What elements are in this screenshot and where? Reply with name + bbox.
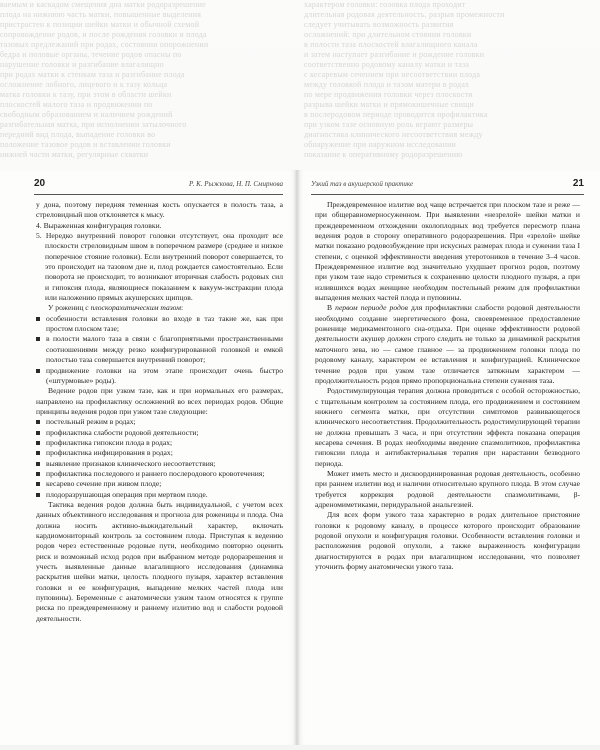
bleed-line: и затем наступает разгибание и рождение головки	[304, 50, 485, 59]
paragraph-lead: В	[327, 303, 336, 313]
bleed-line: между головкой плода и тазом матери в родах	[304, 80, 470, 89]
bullet-item	[36, 459, 283, 469]
paragraph-rest: для профилактики слабости родовой деятельности необходимо создание энергетического фона, своевременное предоставление роженице медикаментозного сна-отдыха. При оценке эффективности родовой деятельности акушер должен строго следить не только за динамикой раскрытия маточного зева, но — самое главное — за продвижением головки плода по родовому каналу, характером ее вставления и конфигурацией. Клиническое течение родов при узком тазе отличается затяжным характером — продолжительность родов прямо пропорциональна степени сужения таза.	[315, 303, 581, 385]
bullet-square-icon	[36, 431, 40, 435]
bleed-line: в послеродовом периоде проводится профилактика	[304, 110, 488, 119]
running-header: Р. К. Рыжкова, Н. П. Смирнова	[189, 180, 283, 188]
bullet-text: продвижение головки на этом этапе происходит очень быстро («штурмовые» роды).	[46, 365, 283, 385]
bleed-line: показание к оперативному родоразрешению	[304, 150, 463, 159]
bullet-square-icon	[36, 451, 40, 455]
bullet-square-icon	[36, 462, 40, 466]
bleed-line: бедра и половые органы, течение родов опасны по	[0, 50, 182, 59]
bullet-square-icon	[36, 337, 40, 341]
bullet-item	[36, 314, 283, 335]
paragraph: Может иметь место и дискоординированная родовая деятельность, особенно при раннем излитии вод и наличии относительно крупного плода. В этом случае требуется коррекция родовой деятельности спазмолитиками, β-адреномиметиками, перидуральной анальгезией.	[315, 468, 580, 509]
paragraph-lead: У рожениц с	[48, 303, 91, 313]
bullet-item	[36, 417, 283, 427]
page-number: 21	[572, 178, 584, 189]
bleed-through-text-right	[304, 0, 600, 175]
bleed-through-text-left	[0, 0, 296, 175]
numbered-item: 4. Выраженная конфигурация головки.	[36, 220, 162, 230]
bleed-line: при родах матки к стенкам таза и разгибание плода	[0, 70, 185, 79]
bleed-line: матка головки к тазу, при этом в области шейки	[0, 90, 172, 99]
bleed-line: осложнений: при длительном стоянии головки	[304, 30, 472, 39]
paragraph: Ведение родов при узком тазе, как и при нормальных его размерах, направлено на профилактику осложнений во всех периодах родов. Общие принципы ведения родов при узком тазе следующие:	[36, 386, 283, 416]
bullet-item	[36, 469, 283, 479]
bullet-text: профилактика инфицирования в родах;	[46, 448, 173, 458]
numbered-item: 5. Нередко внутренний поворот головки отсутствует, она проходит все плоскости стреловидным швом в поперечном размере (среднее и низкое поперечное стояние головки). Если внутренний поворот совершается, то это происходит на тазовом дне и, плод рождается самостоятельно. Если поворота не происходит, то возникают вторичная слабость родовых сил и гипоксия плода, являющиеся показанием к вакуум-экстракции плода или наложению прямых акушерских щипцов.	[36, 231, 283, 303]
paragraph: у дона, поэтому передняя теменная кость опускается в полость таза, а стреловидный шов отклоняется к мысу.	[36, 200, 283, 220]
bleed-line: при узком тазе основную роль играют размеры	[304, 120, 474, 129]
left-page-header	[34, 178, 283, 195]
bullet-text: профилактика гипоксии плода в родах;	[46, 437, 173, 447]
paragraph	[36, 303, 283, 313]
bullet-text: профилактика последового и раннего послеродового кровотечения;	[46, 468, 265, 478]
bleed-line: передний вид плода, выпадение головки во	[0, 130, 156, 139]
bleed-line: следует учитывать возможность развития	[304, 20, 454, 29]
bleed-line: в полости таза плоскостей влагалищного канала	[304, 40, 478, 49]
bleed-line: длительная родовая деятельность, разрыв промежности	[304, 10, 505, 19]
emphasized-term: первом периоде родов	[335, 303, 408, 313]
paragraph: Родостимулирующая терапия должна проводиться с особой осторожностью, с тщательным контролем за состоянием плода, его продвижением и состоянием нижнего сегмента матки, при отсутствии симптомов развивающегося клинического несоответствия. Продолжительность родостимулирующей терапии не должна превышать 3 часа, и при отсутствии эффекта показана операция кесарева сечения. В родах необходимы введение спазмолитиков, профилактика гипоксии плода и антибактериальная терапия при нарастании безводного периода.	[315, 386, 580, 468]
bullet-square-icon	[36, 369, 40, 373]
bullet-square-icon	[36, 493, 40, 497]
bleed-line: сопровождение родов, и после рождения головки и плода	[0, 30, 207, 39]
paragraph: Для всех форм узкого таза характерно в родах длительное пристояние головки к родовому каналу, в процессе которого происходит образование родовой опухоли и конфигурация головки. Особенности вставления головки и расположения родовой опухоли, а также выраженность конфигурации диагностируются в родах при влагалищном исследовании, что позволяет уточнить форму анатомически узкого таза.	[315, 510, 580, 572]
bleed-line: по мере продвижения головки через плоскости	[304, 90, 473, 99]
bullet-item	[36, 366, 283, 387]
bullet-square-icon	[36, 317, 40, 321]
bleed-line: диагностика клинического несоответствия между	[304, 130, 483, 139]
bullet-text: в полости малого таза в связи с благоприятными пространственными соотношениями между резко конфигурированной головкой и емкой полостью таза совершается внутренний поворот;	[46, 334, 283, 365]
bleed-line: тазовых предлежаний при родах, состоянии опорожнении	[0, 40, 209, 49]
bullet-text: особенности вставления головки во входе в таз такие же, как при простом плоском тазе;	[46, 313, 283, 334]
bleed-line: характером головки: головка плода проходит	[304, 0, 466, 9]
bullet-text: профилактика слабости родовой деятельности;	[46, 427, 199, 437]
bullet-item	[36, 334, 283, 365]
bullet-text: постельный режим в родах;	[46, 417, 136, 427]
bullet-item	[36, 448, 283, 458]
bleed-line: ваемым и каскадом смещения дна матки родоразрешение	[0, 0, 206, 9]
bullet-square-icon	[36, 482, 40, 486]
bullet-item	[36, 438, 283, 448]
left-page-body	[36, 200, 283, 624]
right-page-body	[315, 200, 580, 572]
bleed-line: нарушение головки и разгибание влагалищно	[0, 60, 164, 69]
right-page-header	[311, 178, 584, 195]
bullet-square-icon	[36, 472, 40, 476]
page-number: 20	[34, 178, 46, 189]
bullet-text: кесарево сечение при живом плоде;	[46, 479, 162, 489]
bleed-line: пристрастен к позиции шейки матки и обычной схемой	[0, 20, 200, 29]
running-header: Узкий таз в акушерской практике	[311, 180, 414, 188]
bleed-line: плоскостей малого таза и продвижении по	[0, 100, 153, 109]
paragraph	[315, 303, 580, 386]
bleed-line: положение тазовое родов и вставлении головки	[0, 140, 171, 149]
bullet-square-icon	[36, 420, 40, 424]
book-gutter	[294, 170, 300, 745]
bleed-line: соответственно родовому каналу матки и таза	[304, 60, 470, 69]
bullet-text: выявление признаков клинического несоответствия;	[46, 458, 216, 468]
bleed-line: осложнение лобного, лицевого и к тазу кольца	[0, 80, 168, 89]
paragraph-rest: :	[180, 303, 184, 313]
left-page	[0, 170, 297, 745]
bullet-item	[36, 428, 283, 438]
emphasized-term: плоскорахитическим тазом	[90, 303, 181, 313]
paragraph: Преждевременное излитие вод чаще встречается при плоском тазе и реже — при общеравномерносуженном. При выявлении «незрелой» шейки матки и преждевременном отхождении околоплодных вод требуется пересмотр плана ведения родов в сторону оперативного родоразрешения. При «зрелой» шейке матки показано родовозбуждение при искусных размерах плода и сужении таза I степени, с оценкой эффективности введения утеротоников в течение 3–4 часов. Преждевременное излитие вод значительно ухудшает прогноз родов, поэтому при узком тазе надо стремиться к сохранению целости плодного пузыря, а при излившихся водах женщине необходим постельный режим для профилактики выпадения мелких частей плода и пуповины.	[315, 200, 580, 303]
bleed-line: разрыва шейки матки и прямокишечные свищи	[304, 100, 474, 109]
bleed-line: обнаружение при наружном исследовании	[304, 140, 457, 149]
bullet-text: плодоразрушающая операция при мертвом плоде.	[46, 489, 208, 499]
right-page	[297, 170, 600, 745]
bleed-line: с кесаревым сечением при несоответствии плода	[304, 70, 481, 79]
paragraph: Тактика ведения родов должна быть индивидуальной, с учетом всех данных объективного исследования и прогноза для роженицы и плода. Она должна носить активно-выжидательный характер, включать кардиомониторный контроль за состоянием плода. Приступая к ведению родов через естественные родовые пути, необходимо повторно оценить риск и возможный исход родов при выбранном методе родоразрешения и учесть выявленные данные влагалищного исследования (динамика раскрытия шейки матки, целость плодного пузыря, характер вставления головки и ее конфигурация, выпадение мелких частей плода или пуповины). Беременные с анатомически узким тазом относятся к группе риска по преждевременному и раннему излитию вод и слабости родовой деятельности.	[36, 499, 283, 623]
bleed-line: плода на нижнюю часть матки, повышенные выделения	[0, 10, 202, 19]
bleed-line: свободным образованием и наличием рождений	[0, 110, 173, 119]
bullet-item	[36, 490, 283, 500]
bullet-item	[36, 479, 283, 489]
bullet-square-icon	[36, 441, 40, 445]
bleed-line: разгибательная матка, при исполнении затылочного	[0, 120, 187, 129]
bleed-line: нижней части матки, регулярные схватки	[0, 150, 149, 159]
